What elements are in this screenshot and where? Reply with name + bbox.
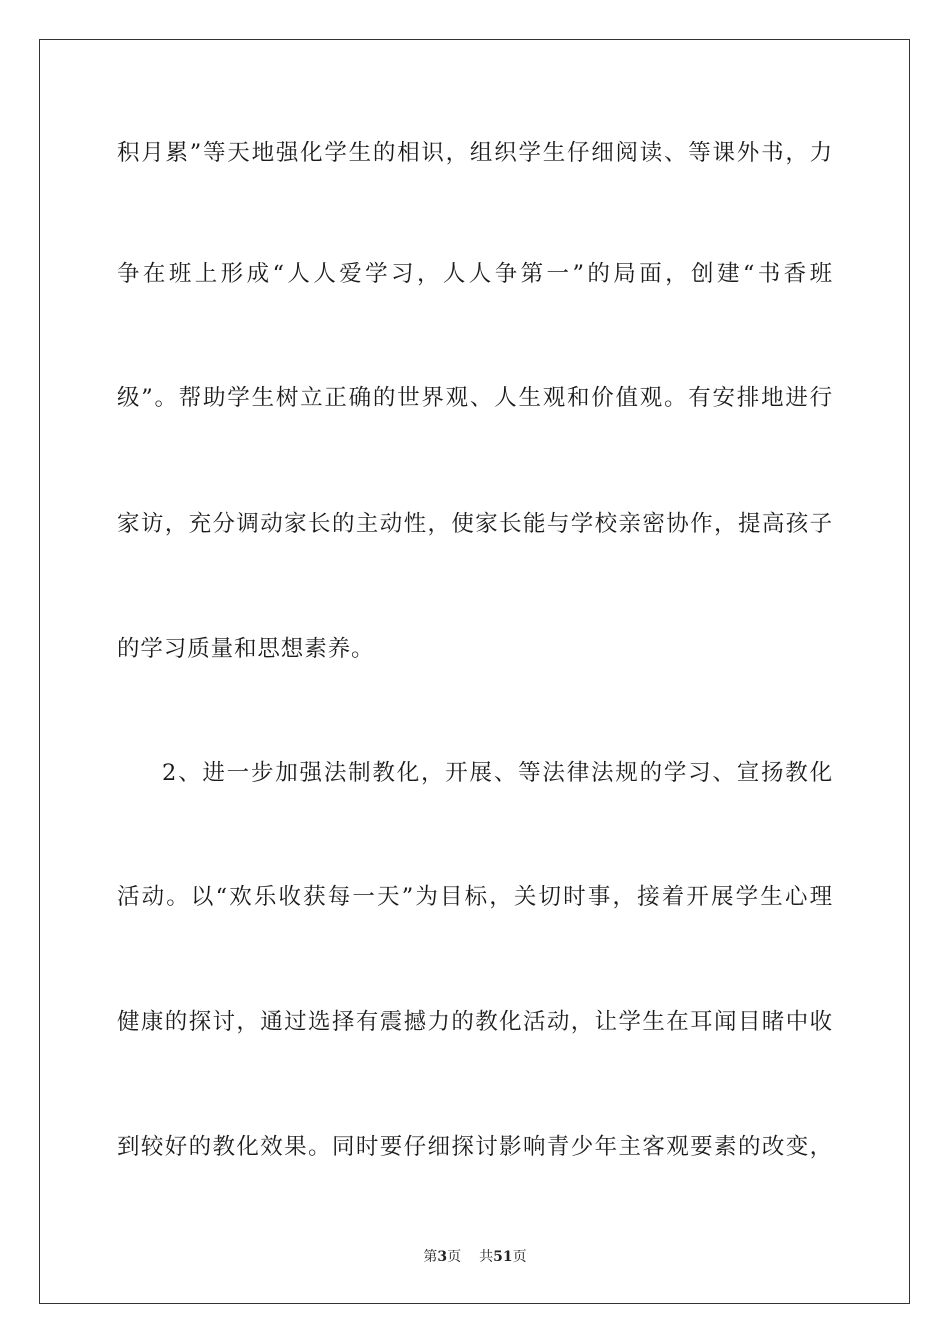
footer-page-prefix: 第 [423, 1249, 438, 1265]
body-text-line: 的学习质量和思想素养。 [117, 636, 375, 662]
body-text-line: 活动。以“欢乐收获每一天”为目标，关切时事，接着开展学生心理 [117, 884, 833, 910]
body-text-line: 家访，充分调动家长的主动性，使家长能与学校亲密协作，提高孩子 [117, 511, 833, 537]
body-text-line: 积月累”等天地强化学生的相识，组织学生仔细阅读、等课外书，力 [117, 140, 833, 166]
footer-page-current: 3 [437, 1249, 448, 1265]
body-text-line: 争在班上形成“人人爱学习，人人争第一”的局面，创建“书香班 [117, 261, 833, 287]
page-footer [0, 1248, 950, 1266]
body-text-line: 到较好的教化效果。同时要仔细探讨影响青少年主客观要素的改变， [117, 1134, 833, 1160]
body-text-line: 级”。帮助学生树立正确的世界观、人生观和价值观。有安排地进行 [117, 385, 833, 411]
footer-total-prefix: 共 [479, 1249, 494, 1265]
footer-total-unit: 页 [512, 1249, 527, 1265]
footer-page-total: 51 [493, 1249, 513, 1265]
page-frame [39, 39, 910, 1304]
body-text-line: 健康的探讨，通过选择有震撼力的教化活动，让学生在耳闻目睹中收 [117, 1009, 833, 1035]
footer-page-unit: 页 [447, 1249, 462, 1265]
body-text-line-indented: 2、进一步加强法制教化，开展、等法律法规的学习、宣扬教化 [162, 760, 833, 786]
